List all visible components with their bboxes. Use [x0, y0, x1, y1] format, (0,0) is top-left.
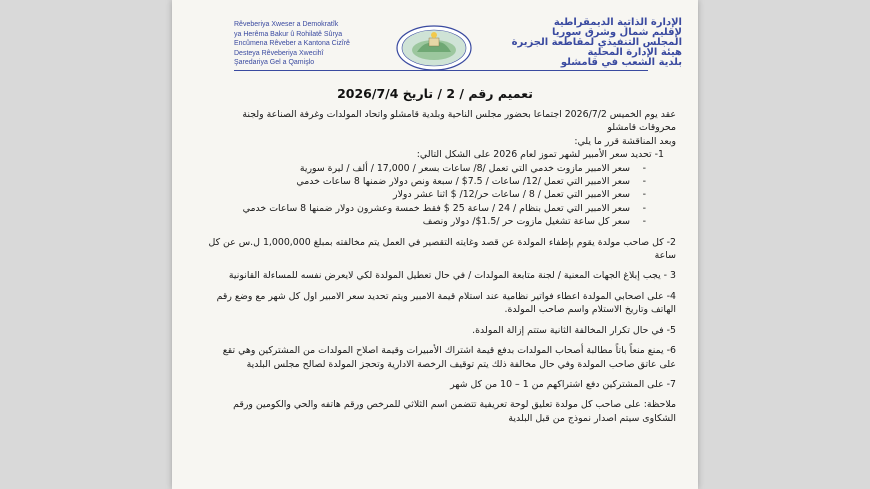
intro-line: محروقات قامشلو: [607, 122, 676, 134]
price-list-item: - سعر الامبير مازوت خدمي التي تعمل /8/ ساعات بسعر / 17,000 / ألف / ليرة سورية: [198, 162, 676, 175]
letterhead-kurdish-line: Desteya Rêveberiya Xwecihî: [234, 49, 324, 57]
letterhead-arabic-line: بلدية الشعب في قامشلو: [560, 57, 682, 68]
letterhead-arabic-line: الإدارة الذاتية الديمقراطية: [553, 17, 682, 28]
letterhead: [172, 14, 698, 76]
letterhead-kurdish: [234, 20, 384, 68]
item-5-line: 5- في حال تكرار المخالفة الثانية ستتم إزالة المولدة.: [472, 324, 676, 336]
price-list-item: - سعر الامبير التي تعمل /12/ ساعات / 7.5$ / سبعة ونص دولار ضمنها 8 ساعات خدمي: [198, 175, 676, 188]
circular-title: تعميم رقم / 2 / تاريخ 2026/7/4: [337, 86, 533, 101]
note-line: ملاحظة: على صاحب كل مولدة تعليق لوحة تعريفية تتضمن اسم الثلاثي للمرخص ورقم هاتفه والحي والكومين ورقم: [233, 399, 676, 411]
municipality-emblem-icon: [395, 24, 473, 72]
letterhead-arabic: [511, 17, 682, 68]
price-list-item: - سعر كل ساعة تشغيل مازوت حر /1.5$/ دولار ونصف: [198, 215, 676, 228]
item-6-line: 6- يمنع منعاً باتاً مطالبة أصحاب المولدات بدفع قيمة اشتراك الأمبيرات وقيمة اصلاح المولدات من المشتركين وهي تقع: [222, 345, 676, 357]
document-body: [198, 108, 676, 425]
letterhead-arabic-line: هيئة الإدارة المحلية: [587, 47, 682, 58]
item-2-line: ساعة: [654, 250, 676, 262]
price-list-item: - سعر الامبير التي تعمل / 8 / ساعات حر/12/ $ اثنا عشر دولار: [198, 188, 676, 201]
document-page: [172, 0, 698, 489]
intro-line: وبعد المناقشة قرر ما يلي:: [574, 135, 676, 147]
item-3-line: 3 - يجب إبلاغ الجهات المعنية / لجنة متابعة المولدات / في حال تعطيل المولدة لكي لايعرض نفسه للمساءلة القانونية: [228, 270, 676, 282]
item-6-line: على عاتق صاحب المولدة وفي حال مخالفة ذلك يتم توقيف الرخصة الادارية وتحجز المولدة لصالح مجلس البلدية: [246, 358, 676, 370]
letterhead-kurdish-line: ya Herêma Bakur û Rohilatê Sûrya: [234, 30, 343, 38]
letterhead-arabic-line: المجلس التنفيذي لمقاطعة الجزيرة: [511, 37, 682, 48]
price-list-item: - سعر الامبير التي تعمل بنظام / 24 / ساعة 25 $ فقط خمسة وعشرون دولار ضمنها 8 ساعات خدمي: [198, 202, 676, 215]
letterhead-kurdish-line: Encûmena Rêveber a Kantona Cizîrê: [234, 40, 350, 48]
item-2-line: 2- كل صاحب مولدة يقوم بإطفاء المولدة عن قصد وغايته التقصير في العمل يتم مخالفته بمبلغ 1,000,000 ل.س عن كل: [208, 236, 676, 248]
item-7-line: 7- على المشتركين دفع اشتراكهم من 1 – 10 من كل شهر: [450, 378, 676, 390]
intro-line: عقد يوم الخميس 2026/7/2 اجتماعا بحضور مجلس الناحية وبلدية قامشلو واتحاد المولدات وغرفة الصناعة ولجنة: [242, 109, 676, 120]
note-line: الشكاوى سيتم اصدار نموذج من قبل البلدية: [508, 412, 676, 424]
letterhead-arabic-line: لإقليم شمال وشرق سوريا: [552, 27, 682, 38]
item-4-line: الهاتف وتاريخ الاستلام واسم صاحب المولدة.: [504, 304, 676, 316]
letterhead-divider: [234, 70, 648, 71]
letterhead-kurdish-line: Rêveberiya Xweser a Demokratîk: [234, 21, 339, 28]
letterhead-kurdish-line: Şaredariya Gel a Qamişlo: [234, 59, 315, 67]
item-4-line: 4- على اصحابي المولدة اعطاء فواتير نظامية عند استلام قيمة الامبير ويتم تحديد سعر الامبير اول كل شهر مع وضع رقم: [216, 290, 676, 302]
item-1-title: 1- تحديد سعر الأمبير لشهر تموز لعام 2026 على الشكل التالي:: [416, 149, 664, 161]
